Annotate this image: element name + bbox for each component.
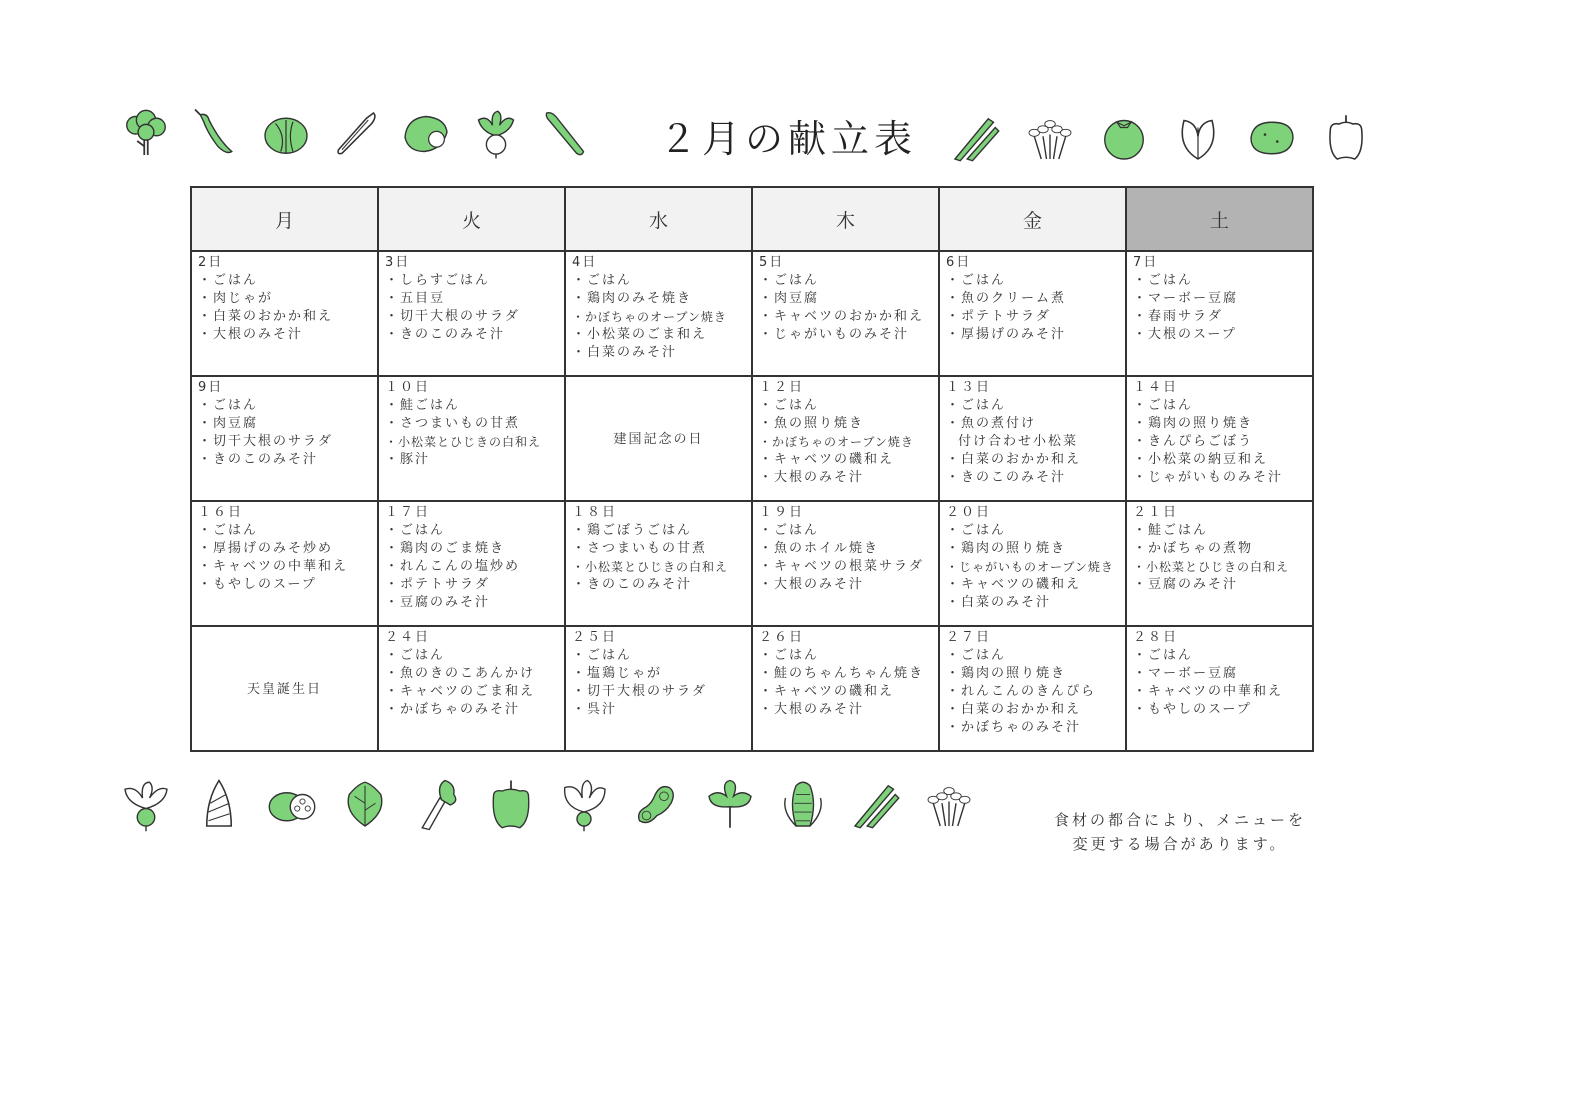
week-row: [191, 376, 1313, 501]
menu-item: ・魚の照り焼き: [759, 416, 865, 431]
day-cell: [939, 251, 1126, 376]
weekday-header-fri: 金: [939, 187, 1126, 251]
lettuce-icon: [258, 104, 314, 164]
menu-item: ・大根のみそ汁: [759, 577, 865, 592]
menu-item: ・きのこのみそ汁: [946, 470, 1067, 485]
menu-item: ・豚汁: [385, 452, 431, 467]
menu-item: ・鶏肉の照り焼き: [946, 541, 1067, 556]
menu-item: ・かぼちゃのオーブン焼き: [759, 435, 914, 449]
menu-item: ・魚のホイル焼き: [759, 541, 880, 556]
menu-item: ・ごはん: [759, 398, 820, 413]
day-number: １６日: [198, 505, 244, 520]
menu-item: ・大根のみそ汁: [198, 327, 304, 342]
weekday-header-row: [191, 187, 1313, 251]
menu-item: ・キャベツの中華和え: [198, 559, 349, 574]
spinach-icon: [1170, 108, 1226, 168]
menu-item: ・ごはん: [759, 648, 820, 663]
menu-item: ・魚の煮付け: [946, 416, 1037, 431]
menu-item: ・春雨サラダ: [1133, 309, 1223, 324]
menu-item: 付け合わせ小松菜: [958, 434, 1079, 449]
menu-item: ・大根のみそ汁: [759, 470, 865, 485]
day-cell: [1126, 626, 1313, 751]
lotus-root-icon: [264, 775, 320, 835]
radish-icon: [118, 775, 174, 835]
day-cell: [191, 376, 378, 501]
day-cell: [565, 626, 752, 751]
menu-item: ・小松菜とひじきの白和え: [385, 435, 542, 449]
menu-item: ・塩鶏じゃが: [572, 666, 663, 681]
menu-item: ・ごはん: [198, 523, 259, 538]
menu-item: ・ごはん: [946, 273, 1007, 288]
day-number: ２５日: [572, 630, 618, 645]
menu-item: ・マーボー豆腐: [1133, 291, 1239, 306]
day-cell: [378, 626, 565, 751]
menu-item: ・ごはん: [946, 648, 1007, 663]
menu-item: ・切干大根のサラダ: [572, 684, 707, 699]
day-cell: [191, 501, 378, 626]
menu-item: ・キャベツの磯和え: [759, 684, 895, 699]
day-number: 2日: [198, 255, 224, 270]
menu-item: ・切干大根のサラダ: [385, 309, 520, 324]
menu-item: ・大根のみそ汁: [759, 702, 865, 717]
menu-item: ・さつまいもの甘煮: [572, 541, 708, 556]
menu-item: ・ごはん: [1133, 398, 1194, 413]
menu-item: ・じゃがいものみそ汁: [759, 327, 910, 342]
week-row: [191, 626, 1313, 751]
menu-item: ・白菜のおかか和え: [946, 702, 1082, 717]
menu-item: ・じゃがいものみそ汁: [1133, 470, 1284, 485]
menu-item: ・小松菜の納豆和え: [1133, 452, 1269, 467]
menu-item: ・ごはん: [385, 648, 446, 663]
week-row: [191, 501, 1313, 626]
day-cell: [752, 626, 939, 751]
potato-icon: [1244, 108, 1300, 168]
sweet-potato-icon: [398, 104, 454, 164]
asparagus-icon: [948, 108, 1004, 168]
menu-item: ・肉じゃが: [198, 291, 274, 306]
okra-icon: [328, 104, 384, 164]
menu-item: ・ごはん: [198, 273, 259, 288]
menu-item: ・ごはん: [385, 523, 446, 538]
menu-item: ・じゃがいものオーブン焼き: [946, 560, 1114, 574]
day-cell: [939, 376, 1126, 501]
menu-item: ・れんこんのきんぴら: [946, 684, 1097, 699]
day-cell: [752, 376, 939, 501]
menu-item: ・きのこのみそ汁: [198, 452, 319, 467]
menu-item: ・肉豆腐: [759, 291, 820, 306]
menu-item: ・鮭ごはん: [1133, 523, 1209, 538]
menu-item: ・肉豆腐: [198, 416, 259, 431]
menu-item: ・キャベツの磯和え: [759, 452, 895, 467]
menu-item: ・ごはん: [1133, 273, 1194, 288]
menu-item: ・ごはん: [759, 273, 820, 288]
cucumber-icon: [538, 104, 594, 164]
menu-item: ・きのこのみそ汁: [572, 577, 693, 592]
menu-item: ・キャベツのおかか和え: [759, 309, 925, 324]
menu-item: ・小松菜のごま和え: [572, 327, 708, 342]
day-number: １３日: [946, 380, 992, 395]
menu-item: ・白菜のみそ汁: [946, 595, 1052, 610]
menu-item: ・れんこんの塩炒め: [385, 559, 521, 574]
enoki-mushroom-icon: [1022, 108, 1078, 168]
menu-item: ・鮭のちゃんちゃん焼き: [759, 666, 925, 681]
menu-item: ・しらすごはん: [385, 273, 491, 288]
holiday-cell: [565, 376, 752, 501]
menu-item: ・ごはん: [1133, 648, 1194, 663]
menu-item: ・ポテトサラダ: [946, 309, 1051, 324]
day-cell: [565, 501, 752, 626]
broccoli-icon: [118, 104, 174, 164]
day-number: ２０日: [946, 505, 992, 520]
day-number: 4日: [572, 255, 598, 270]
menu-item: ・かぼちゃの煮物: [1133, 541, 1254, 556]
menu-item: ・かぼちゃのオーブン焼き: [572, 310, 727, 324]
green-pepper-icon: [483, 775, 539, 835]
menu-item: ・豆腐のみそ汁: [385, 595, 491, 610]
menu-item: ・さつまいもの甘煮: [385, 416, 521, 431]
menu-item: ・ごはん: [572, 648, 633, 663]
menu-item: ・鶏肉の照り焼き: [1133, 416, 1254, 431]
menu-item: ・鶏ごぼうごはん: [572, 523, 693, 538]
menu-item: ・豆腐のみそ汁: [1133, 577, 1239, 592]
holiday-label: 建国記念の日: [613, 431, 704, 447]
day-number: 5日: [759, 255, 785, 270]
vegetable-row-top-right: [948, 108, 1374, 168]
day-number: ２６日: [759, 630, 805, 645]
day-number: 9日: [198, 380, 224, 395]
notice-line: 食材の都合により、メニューを: [1053, 811, 1306, 829]
menu-item: ・かぼちゃのみそ汁: [946, 720, 1082, 735]
komatsuna-icon: [556, 775, 612, 835]
chili-pepper-icon: [188, 104, 244, 164]
menu-item: ・鶏肉のごま焼き: [385, 541, 506, 556]
day-number: １２日: [759, 380, 805, 395]
menu-item: ・キャベツの根菜サラダ: [759, 559, 924, 574]
holiday-label: 天皇誕生日: [246, 681, 322, 697]
enoki-mushroom-icon: [921, 775, 977, 835]
day-cell: [752, 251, 939, 376]
holiday-cell: [191, 626, 378, 751]
menu-item: ・小松菜とひじきの白和え: [1133, 560, 1290, 574]
turnip-icon: [468, 104, 524, 164]
corn-icon: [775, 775, 831, 835]
menu-item: ・キャベツのごま和え: [385, 684, 536, 699]
day-number: １７日: [385, 505, 431, 520]
menu-change-notice: [1030, 808, 1330, 856]
menu-item: ・鮭ごはん: [385, 398, 461, 413]
menu-body: [191, 251, 1313, 751]
weekday-header-sat: 土: [1126, 187, 1313, 251]
menu-item: ・魚のきのこあんかけ: [385, 666, 536, 681]
day-cell: [378, 376, 565, 501]
menu-item: ・魚のクリーム煮: [946, 291, 1067, 306]
page-title: ２月の献立表: [658, 117, 917, 161]
day-number: ２８日: [1133, 630, 1179, 645]
menu-item: ・鶏肉の照り焼き: [946, 666, 1067, 681]
weekday-header-mon: 月: [191, 187, 378, 251]
day-number: １４日: [1133, 380, 1179, 395]
menu-item: ・呉汁: [572, 702, 618, 717]
day-number: ２７日: [946, 630, 992, 645]
day-number: 7日: [1133, 255, 1159, 270]
day-cell: [1126, 251, 1313, 376]
day-number: 3日: [385, 255, 411, 270]
menu-item: ・厚揚げのみそ汁: [946, 327, 1067, 342]
notice-line: 変更する場合があります。: [1072, 835, 1288, 853]
menu-item: ・小松菜とひじきの白和え: [572, 560, 729, 574]
day-cell: [1126, 376, 1313, 501]
day-cell: [752, 501, 939, 626]
menu-table: [190, 186, 1314, 752]
day-cell: [939, 501, 1126, 626]
day-cell: [378, 251, 565, 376]
menu-item: ・ごはん: [198, 398, 259, 413]
menu-item: ・きんぴらごぼう: [1133, 434, 1254, 449]
day-cell: [378, 501, 565, 626]
menu-item: ・ごはん: [572, 273, 633, 288]
menu-item: ・大根のスープ: [1133, 327, 1237, 342]
day-cell: [939, 626, 1126, 751]
celery-icon: [410, 775, 466, 835]
menu-item: ・厚揚げのみそ炒め: [198, 541, 334, 556]
day-cell: [565, 251, 752, 376]
bamboo-shoot-icon: [191, 775, 247, 835]
menu-item: ・キャベツの中華和え: [1133, 684, 1284, 699]
bell-pepper-icon: [1318, 108, 1374, 168]
day-number: １０日: [385, 380, 431, 395]
vegetable-row-bottom: [118, 775, 977, 835]
menu-item: ・白菜のおかか和え: [198, 309, 334, 324]
menu-item: ・マーボー豆腐: [1133, 666, 1239, 681]
weekday-header-wed: 水: [565, 187, 752, 251]
asparagus-icon: [848, 775, 904, 835]
menu-item: ・ごはん: [946, 523, 1007, 538]
week-row: [191, 251, 1313, 376]
menu-item: ・もやしのスープ: [198, 577, 317, 592]
menu-item: ・ポテトサラダ: [385, 577, 490, 592]
day-cell: [191, 251, 378, 376]
parsley-icon: [702, 775, 758, 835]
menu-item: ・もやしのスープ: [1133, 702, 1252, 717]
day-cell: [1126, 501, 1313, 626]
day-number: １９日: [759, 505, 805, 520]
tomato-icon: [1096, 108, 1152, 168]
vegetable-row-top-left: [118, 104, 594, 164]
day-number: 6日: [946, 255, 972, 270]
weekday-header-thu: 木: [752, 187, 939, 251]
menu-item: ・ごはん: [759, 523, 820, 538]
edamame-icon: [629, 775, 685, 835]
menu-item: ・白菜のみそ汁: [572, 345, 678, 360]
menu-item: ・きのこのみそ汁: [385, 327, 506, 342]
day-number: １８日: [572, 505, 618, 520]
menu-item: ・鶏肉のみそ焼き: [572, 291, 693, 306]
menu-item: ・白菜のおかか和え: [946, 452, 1082, 467]
menu-item: ・切干大根のサラダ: [198, 434, 333, 449]
menu-item: ・五目豆: [385, 291, 446, 306]
shiso-leaf-icon: [337, 775, 393, 835]
menu-item: ・かぼちゃのみそ汁: [385, 702, 521, 717]
menu-item: ・ごはん: [946, 398, 1007, 413]
menu-item: ・キャベツの磯和え: [946, 577, 1082, 592]
weekday-header-tue: 火: [378, 187, 565, 251]
day-number: ２４日: [385, 630, 431, 645]
day-number: ２１日: [1133, 505, 1179, 520]
